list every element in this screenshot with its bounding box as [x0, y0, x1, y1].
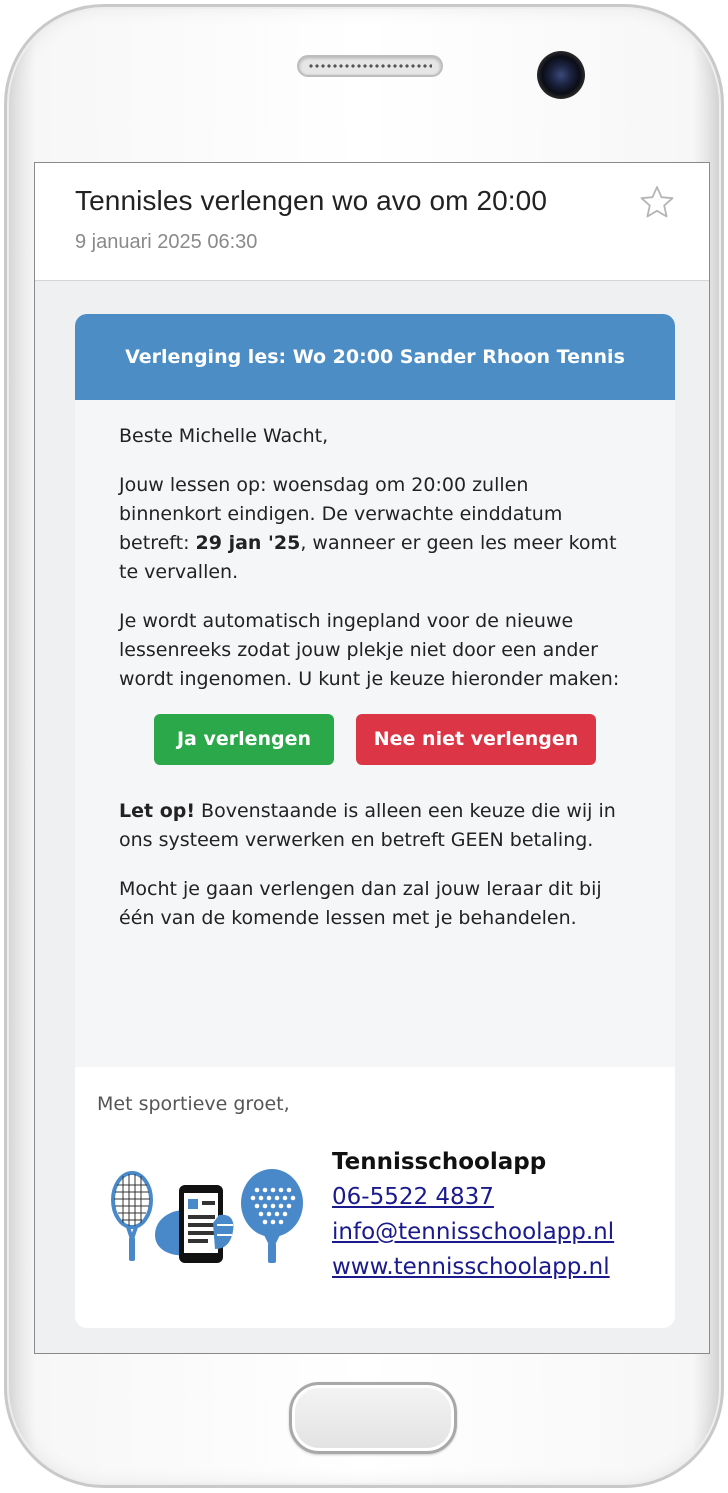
- earpiece-speaker: [297, 55, 443, 77]
- notice-label: Let op!: [119, 800, 196, 822]
- email-subject: Tennisles verlengen wo avo om 20:00: [75, 185, 548, 216]
- end-date: 29 jan '25: [195, 532, 301, 554]
- email-footer: [75, 1067, 675, 1285]
- signature: [97, 1145, 653, 1285]
- paragraph-auto-schedule: Je wordt automatisch ingepland voor de nieuwe lessenreeks zodat jouw plekje niet door een ander wordt ingenomen. U kunt je keuze hieronder maken:: [119, 610, 620, 690]
- closing-greeting: Met sportieve groet,: [97, 1093, 290, 1115]
- paragraph-teacher: Mocht je gaan verlengen dan zal jouw leraar dit bij één van de komende lessen met je behandelen.: [119, 878, 602, 929]
- paragraph-notice: [119, 797, 631, 855]
- email-header: [35, 163, 709, 281]
- phone-link[interactable]: 06-5522 4837: [332, 1184, 494, 1210]
- home-button[interactable]: [289, 1382, 457, 1454]
- front-camera: [537, 51, 585, 99]
- notice-text: Bovenstaande is alleen een keuze die wij in ons systeem verwerken en betreft GEEN betaling.: [119, 800, 616, 851]
- choice-buttons: [119, 714, 631, 765]
- paragraph-end-date-rest: , wanneer er geen les meer komt te vervallen.: [119, 532, 617, 583]
- extend-no-button[interactable]: Nee niet verlengen: [356, 714, 596, 765]
- email-body: [75, 400, 675, 1067]
- extend-yes-button[interactable]: Ja verlengen: [154, 714, 334, 765]
- salutation: Beste Michelle Wacht,: [119, 425, 329, 447]
- website-link[interactable]: www.tennisschoolapp.nl: [332, 1254, 610, 1280]
- banner-title: Verlenging les: Wo 20:00 Sander Rhoon Tennis: [125, 346, 625, 368]
- paragraph-end-date: [119, 471, 631, 587]
- contact-block: [332, 1145, 614, 1285]
- company-name: Tennisschoolapp: [332, 1149, 547, 1175]
- email-card: [75, 314, 675, 1328]
- paragraph-end-date-text: Jouw lessen op: woensdag om 20:00 zullen binnenkort eindigen. De verwachte einddatum betreft:: [119, 474, 563, 554]
- tennisschoolapp-logo: [107, 1165, 307, 1265]
- email-date: 9 januari 2025 06:30: [75, 231, 258, 253]
- card-banner: [75, 314, 675, 400]
- phone-screen: [34, 162, 710, 1354]
- phone-frame: [4, 4, 724, 1488]
- star-icon[interactable]: [640, 185, 674, 219]
- email-link[interactable]: info@tennisschoolapp.nl: [332, 1219, 615, 1245]
